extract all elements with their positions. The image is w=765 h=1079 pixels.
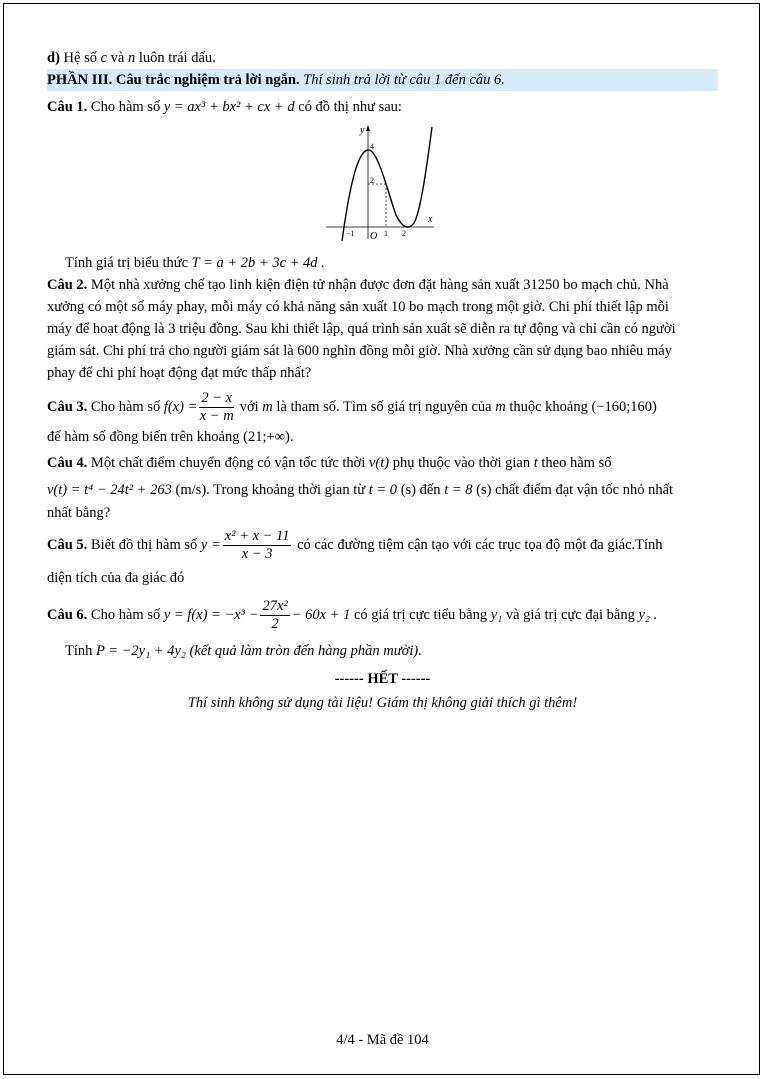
y-axis-arrow [366,125,370,131]
question-2: Câu 2. Một nhà xưởng chế tạo linh kiện điện tử nhận được đơn đặt hàng sản xuất 31250 bo mạch chủ. Nhà xưởng có một số máy phay, mỗi máy có khả năng sản xuất 10 bo mạch trong một giờ. Chi phí thiết lập mỗi máy để hoạt động là 3 triệu đồng. Sau khi thiết lập, quá trình sản xuất sẽ diễn ra tự động và chỉ cần có người giám sát. Chi phí trả cho người giám sát là 600 nghìn đồng mỗi giờ. Nhà xưởng cần sử dụng bao nhiêu máy phay để chi phí hoạt động đạt mức thấp nhất? [47,277,676,381]
y-tick-2: 2 [370,176,374,185]
question-4-line3: nhất bằng? [47,505,111,521]
tick-2: 2 [402,229,406,238]
section-header [47,71,505,89]
question-3-line2: để hàm số đồng biến trên khoảng (21;+∞). [47,429,294,445]
y-tick-4: 4 [370,142,374,151]
question-4-line2: v(t) = t⁴ − 24t² + 263 (m/s). Trong khoảng thời gian từ t = 0 (s) đến t = 8 (s) chất điểm đạt vận tốc nhỏ nhất [47,482,674,498]
question-6: Câu 6. Cho hàm số y = f(x) = −x³ − $\frac{\text{27x²}}{2}$ − 60x + 1 có giá trị cực tiểu bằng y₁ và giá trị cực đại bằng y₂ . [47,598,658,633]
function-curve [342,127,432,241]
q3-fraction: $\frac{2 - x}{x - m}$ [199,390,234,425]
y-label: y [360,125,365,136]
tick-1: 1 [384,229,388,238]
end-note: Thí sinh không sử dụng tài liệu! Giám thị không giải thích gì thêm! [187,695,578,711]
tick-neg1: −1 [346,229,355,238]
q5-fraction: $\frac{\text{x² + x − 11}}{x - 3}$ [224,528,290,563]
page-footer: 4/4 - Mã đề 104 [336,1032,429,1048]
question-3: Câu 3. Cho hàm số f(x) = $\frac{2 - x}{x - m}$ với m là tham số. Tìm số giá trị nguyên của m thuộc khoảng (−160;160) [47,390,657,425]
item-d: d) Hệ số c và n luôn trái dấu. [47,50,216,66]
item-d-label: d) [47,50,60,66]
q6-fraction: $\frac{\text{27x²}}{2}$ [262,598,288,633]
question-1: Câu 1. Cho hàm số y = ax³ + bx² + cx + d có đồ thị như sau: [47,99,402,115]
question-1-ask: Tính giá trị biểu thức T = a + 2b + 3c + 4d . [65,255,325,271]
question-5: Câu 5. Biết đồ thị hàm số y = $\frac{\text{x² + x − 11}}{x - 3}$ có các đường tiệm cận tạo với các trục tọa độ một đa giác.Tính [47,528,663,563]
x-label: x [428,214,433,225]
origin-label: O [370,231,378,242]
section-note: Thí sinh trả lời từ câu 1 đến câu 6. [303,72,505,88]
cubic-graph [322,123,442,243]
question-4: Câu 4. Một chất điểm chuyển động có vận tốc tức thời v(t) phụ thuộc vào thời gian t theo hàm số [47,455,612,471]
end-mark: ------ HẾT ------ [334,671,431,687]
question-5-line2: diện tích của đa giác đó [47,570,185,586]
section-title: PHẦN III. Câu trắc nghiệm trả lời ngắn. [47,72,300,88]
question-6-ask: Tính P = −2y₁ + 4y₂ (kết quả làm tròn đến hàng phần mười). [65,643,422,659]
